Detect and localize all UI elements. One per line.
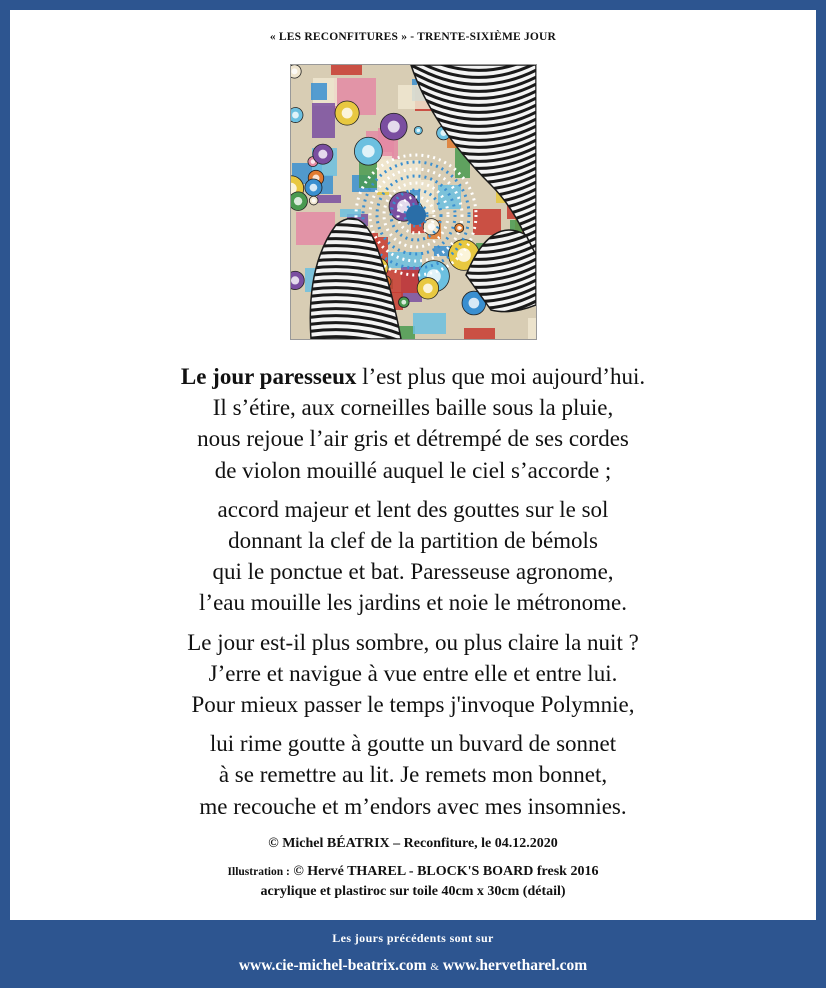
stanza-1 bbox=[10, 361, 816, 486]
poem-line: donnant la clef de la partition de bémols bbox=[228, 528, 598, 554]
poem-line bbox=[10, 361, 816, 392]
poem-line: Il s’étire, aux corneilles baille sous la pluie, bbox=[212, 395, 614, 421]
abstract-painting-illustration bbox=[290, 64, 537, 340]
credits bbox=[10, 836, 816, 902]
stanza-2 bbox=[10, 494, 816, 619]
illustration-medium: acrylique et plastiroc sur toile 40cm x 30cm (détail) bbox=[260, 884, 566, 899]
poem bbox=[10, 361, 816, 822]
illustration-credit bbox=[10, 862, 816, 902]
poem-line: accord majeur et lent des gouttes sur le sol bbox=[217, 496, 609, 522]
poem-line: J’erre et navigue à vue entre elle et entre lui. bbox=[208, 660, 618, 686]
poem-line: Pour mieux passer le temps j'invoque Polymnie, bbox=[191, 692, 635, 718]
page-title: « LES RECONFITURES » - TRENTE-SIXIÈME JOUR bbox=[269, 31, 557, 43]
stanza-4 bbox=[10, 728, 816, 822]
poem-line: qui le ponctue et bat. Paresseuse agronome, bbox=[212, 559, 614, 585]
link-separator: & bbox=[430, 961, 439, 973]
link-cie-michel-beatrix[interactable]: www.cie-michel-beatrix.com bbox=[238, 957, 427, 974]
illustration-artist: © Hervé THAREL - BLOCK'S BOARD fresk 2016 bbox=[289, 864, 599, 879]
footer bbox=[0, 920, 826, 988]
poem-line: Le jour est-il plus sombre, ou plus claire la nuit ? bbox=[187, 629, 639, 655]
poem-line: de violon mouillé auquel le ciel s’accorde ; bbox=[214, 457, 612, 483]
poem-line: lui rime goutte à goutte un buvard de sonnet bbox=[209, 731, 617, 757]
footer-note: Les jours précédents sont sur bbox=[332, 931, 494, 945]
poem-title-words: Le jour paresseux bbox=[180, 364, 357, 389]
stanza-3 bbox=[10, 627, 816, 721]
poem-line-rest: l’est plus que moi aujourd’hui. bbox=[356, 364, 646, 389]
footer-links bbox=[0, 957, 826, 975]
poem-card bbox=[10, 10, 816, 920]
author-credit: © Michel BÉATRIX – Reconfiture, le 04.12.2020 bbox=[268, 836, 558, 851]
poem-line: nous rejoue l’air gris et détrempé de ses cordes bbox=[197, 426, 629, 452]
illustration-label: Illustration : bbox=[227, 866, 290, 878]
poem-line: me recouche et m’endors avec mes insomnies. bbox=[199, 793, 627, 819]
poem-line: à se remettre au lit. Je remets mon bonnet, bbox=[218, 762, 608, 788]
link-hervetharel[interactable]: www.hervetharel.com bbox=[442, 957, 588, 974]
poem-line: l’eau mouille les jardins et noie le métronome. bbox=[199, 590, 627, 616]
